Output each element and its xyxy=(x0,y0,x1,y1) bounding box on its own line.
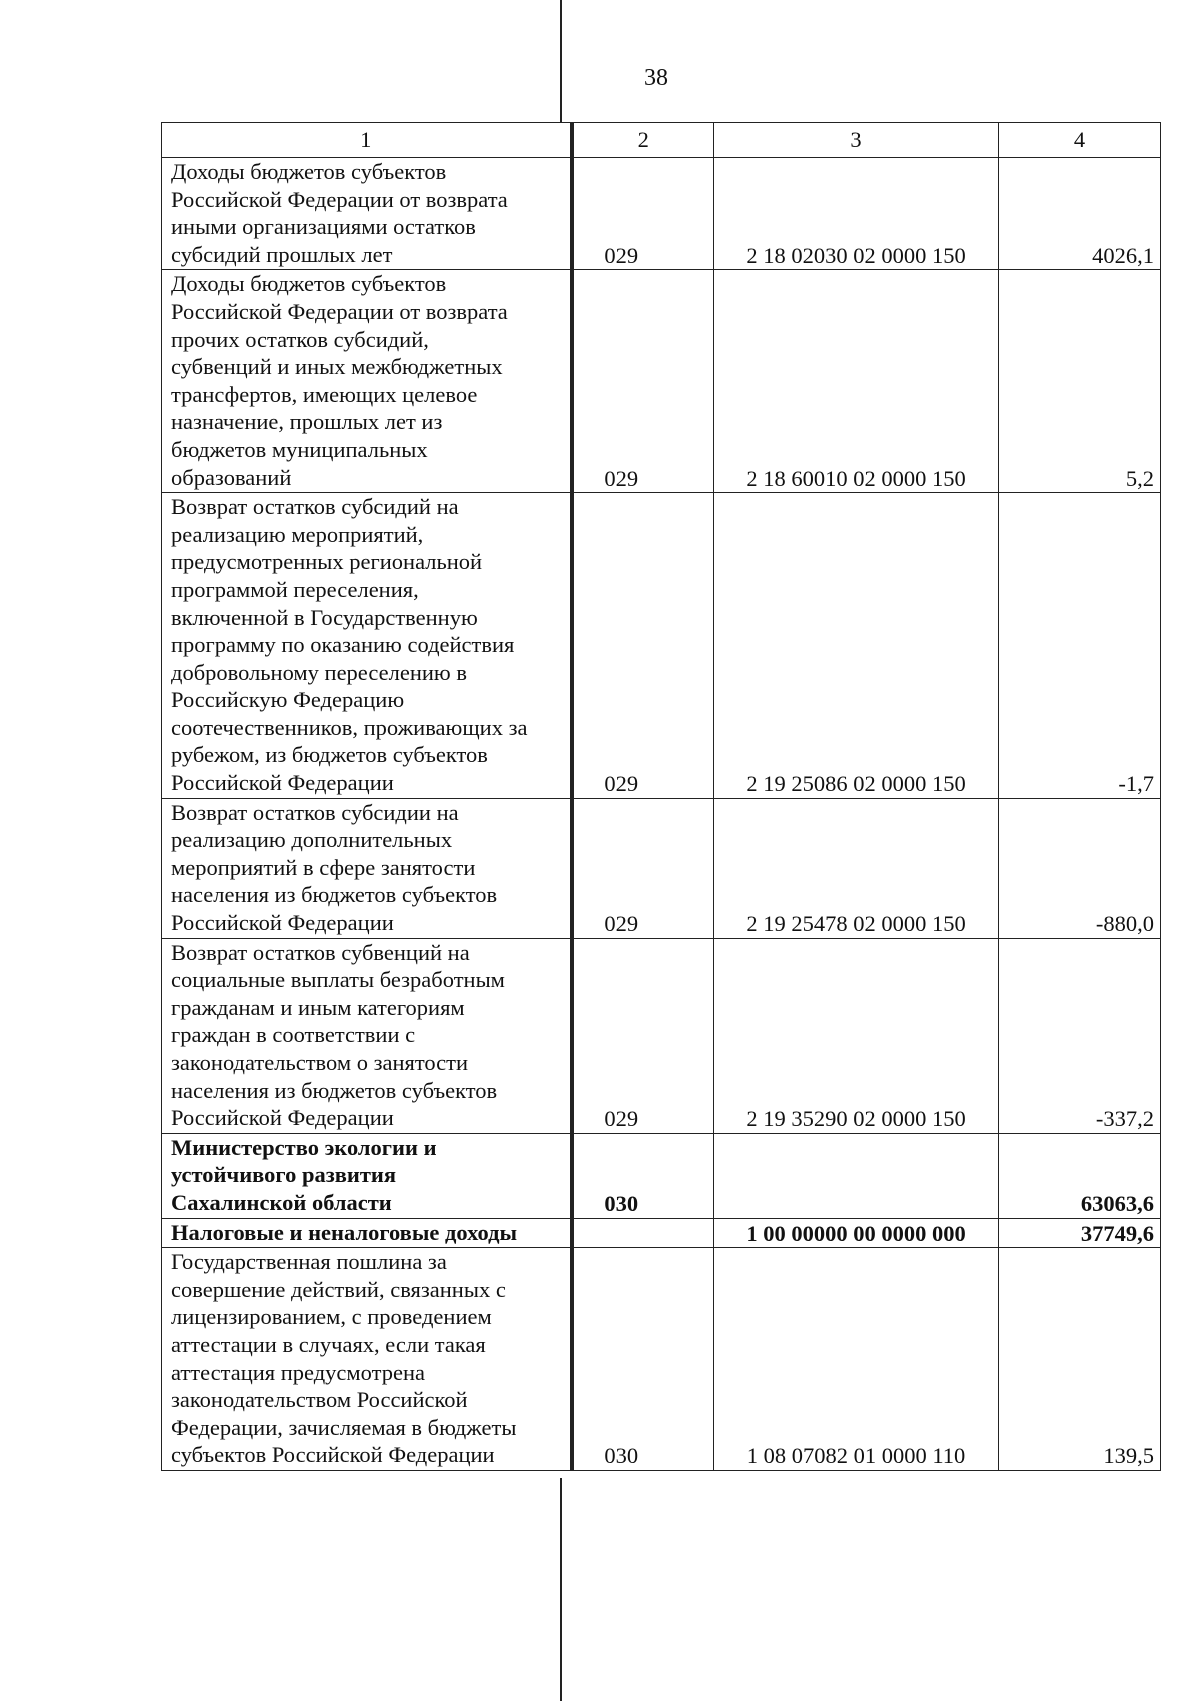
table-row xyxy=(162,938,1161,1133)
budget-revenue-table xyxy=(161,122,1161,1471)
table-row xyxy=(162,158,1161,270)
binding-line-top xyxy=(560,0,562,122)
row-name-cell: Возврат остатков субвенций на социальные выплаты безработным гражданам и иным категориям граждан в соответствии с законодательством о занятости населения из бюджетов субъектов Российской Федерации xyxy=(162,938,572,1133)
row-name-cell: Возврат остатков субсидии на реализацию дополнительных мероприятий в сфере занятости населения из бюджетов субъектов Российской Федерации xyxy=(162,798,572,938)
row-name-cell: Налоговые и неналоговые доходы xyxy=(162,1218,572,1248)
table-row xyxy=(162,798,1161,938)
table-body xyxy=(162,158,1161,1471)
column-header-4: 4 xyxy=(999,123,1161,158)
row-admin-code-cell: 030 xyxy=(572,1133,714,1218)
row-admin-code-cell: 029 xyxy=(572,493,714,799)
row-admin-code-cell: 029 xyxy=(572,938,714,1133)
row-admin-code-cell: 029 xyxy=(572,798,714,938)
row-name-cell: Доходы бюджетов субъектов Российской Федерации от возврата иными организациями остатков субсидий прошлых лет xyxy=(162,158,572,270)
table-row xyxy=(162,1248,1161,1471)
row-admin-code-cell: 030 xyxy=(572,1248,714,1471)
row-amount-cell: 63063,6 xyxy=(999,1133,1161,1218)
row-name-cell: Государственная пошлина за совершение действий, связанных с лицензированием, с проведением аттестации в случаях, если такая аттестация предусмотрена законодательством Российской Федерации, зачисляемая в бюджеты субъектов Российской Федерации xyxy=(162,1248,572,1471)
row-amount-cell: 139,5 xyxy=(999,1248,1161,1471)
row-admin-code-cell xyxy=(572,1218,714,1248)
row-name-cell: Министерство экологии и устойчивого развития Сахалинской области xyxy=(162,1133,572,1218)
row-name-cell: Доходы бюджетов субъектов Российской Федерации от возврата прочих остатков субсидий, субвенций и иных межбюджетных трансфертов, имеющих целевое назначение, прошлых лет из бюджетов муниципальных образований xyxy=(162,270,572,493)
row-amount-cell: 5,2 xyxy=(999,270,1161,493)
row-classification-code-cell xyxy=(714,1133,999,1218)
row-classification-code-cell: 1 08 07082 01 0000 110 xyxy=(714,1248,999,1471)
table-row xyxy=(162,1218,1161,1248)
row-classification-code-cell: 1 00 00000 00 0000 000 xyxy=(714,1218,999,1248)
row-classification-code-cell: 2 19 25086 02 0000 150 xyxy=(714,493,999,799)
row-amount-cell: -337,2 xyxy=(999,938,1161,1133)
row-amount-cell: -880,0 xyxy=(999,798,1161,938)
table-row xyxy=(162,270,1161,493)
page-number: 38 xyxy=(644,65,668,91)
table-row xyxy=(162,493,1161,799)
row-admin-code-cell: 029 xyxy=(572,158,714,270)
row-classification-code-cell: 2 18 02030 02 0000 150 xyxy=(714,158,999,270)
column-header-2: 2 xyxy=(572,123,714,158)
row-classification-code-cell: 2 19 35290 02 0000 150 xyxy=(714,938,999,1133)
row-amount-cell: 37749,6 xyxy=(999,1218,1161,1248)
row-name-cell: Возврат остатков субсидий на реализацию мероприятий, предусмотренных региональной программой переселения, включенной в Государственную программу по оказанию содействия добровольному переселению в Российскую Федерацию соотечественников, проживающих за рубежом, из бюджетов субъектов Российской Федерации xyxy=(162,493,572,799)
column-header-3: 3 xyxy=(714,123,999,158)
table-row xyxy=(162,1133,1161,1218)
binding-line-bottom xyxy=(560,1478,562,1701)
row-admin-code-cell: 029 xyxy=(572,270,714,493)
row-amount-cell: 4026,1 xyxy=(999,158,1161,270)
table-header-row xyxy=(162,123,1161,158)
column-header-1: 1 xyxy=(162,123,572,158)
row-classification-code-cell: 2 18 60010 02 0000 150 xyxy=(714,270,999,493)
row-classification-code-cell: 2 19 25478 02 0000 150 xyxy=(714,798,999,938)
row-amount-cell: -1,7 xyxy=(999,493,1161,799)
